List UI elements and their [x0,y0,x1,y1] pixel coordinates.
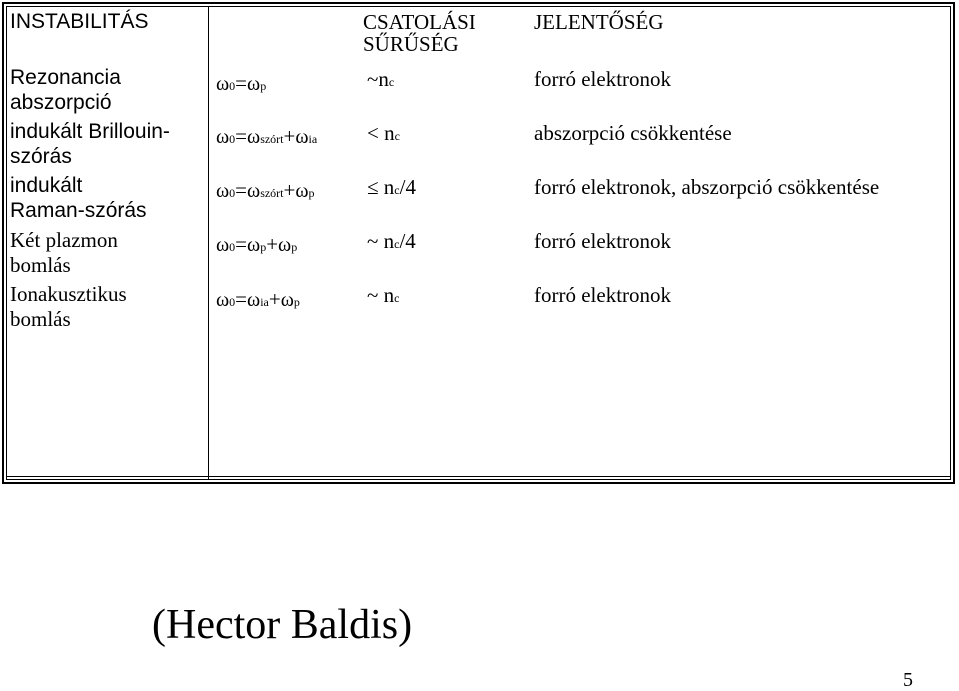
row2-density: < nc [367,121,400,145]
row2-name-line2: szórás [10,145,72,168]
row3-name-line2: Raman-szórás [10,199,147,222]
row5-significance: forró elektronok [534,283,672,307]
row2-formula: ω0=ωszórt+ωia [216,124,318,148]
column-divider [208,7,209,479]
row2-name-line1: indukált Brillouin- [10,120,170,143]
row5-density: ~ nc [367,283,400,307]
header-instability: INSTABILITÁS [10,10,149,33]
row5-formula: ω0=ωia+ωp [216,287,300,311]
row3-name-line1: indukált [10,174,83,197]
row4-name-line1: Két plazmon [10,228,118,252]
table-inner-border [6,6,951,480]
row-divider [7,476,950,477]
row4-formula: ω0=ωp+ωp [216,232,298,256]
row1-name-line1: Rezonancia [10,66,121,89]
row2-significance: abszorpció csökkentése [534,121,732,145]
row3-significance: forró elektronok, abszorpció csökkentése [534,175,880,199]
row4-density: ~ nc/4 [367,229,416,253]
row1-formula: ω0=ωp [216,71,267,95]
instability-table [2,2,955,484]
header-significance: JELENTŐSÉG [534,10,664,34]
row5-name-line1: Ionakusztikus [10,282,127,306]
row1-name-line2: abszorpció [10,91,112,114]
row3-formula: ω0=ωszórt+ωp [216,178,315,202]
row4-significance: forró elektronok [534,229,672,253]
row3-density: ≤ nc/4 [367,175,416,199]
row5-name-line2: bomlás [10,307,71,331]
page-number: 5 [903,669,913,691]
row4-name-line2: bomlás [10,253,71,277]
author-credit: (Hector Baldis) [152,602,413,648]
row1-significance: forró elektronok [534,67,672,91]
row1-density: ~nc [367,67,395,91]
header-density: CSATOLÁSI SŰRŰSÉG [363,10,476,56]
